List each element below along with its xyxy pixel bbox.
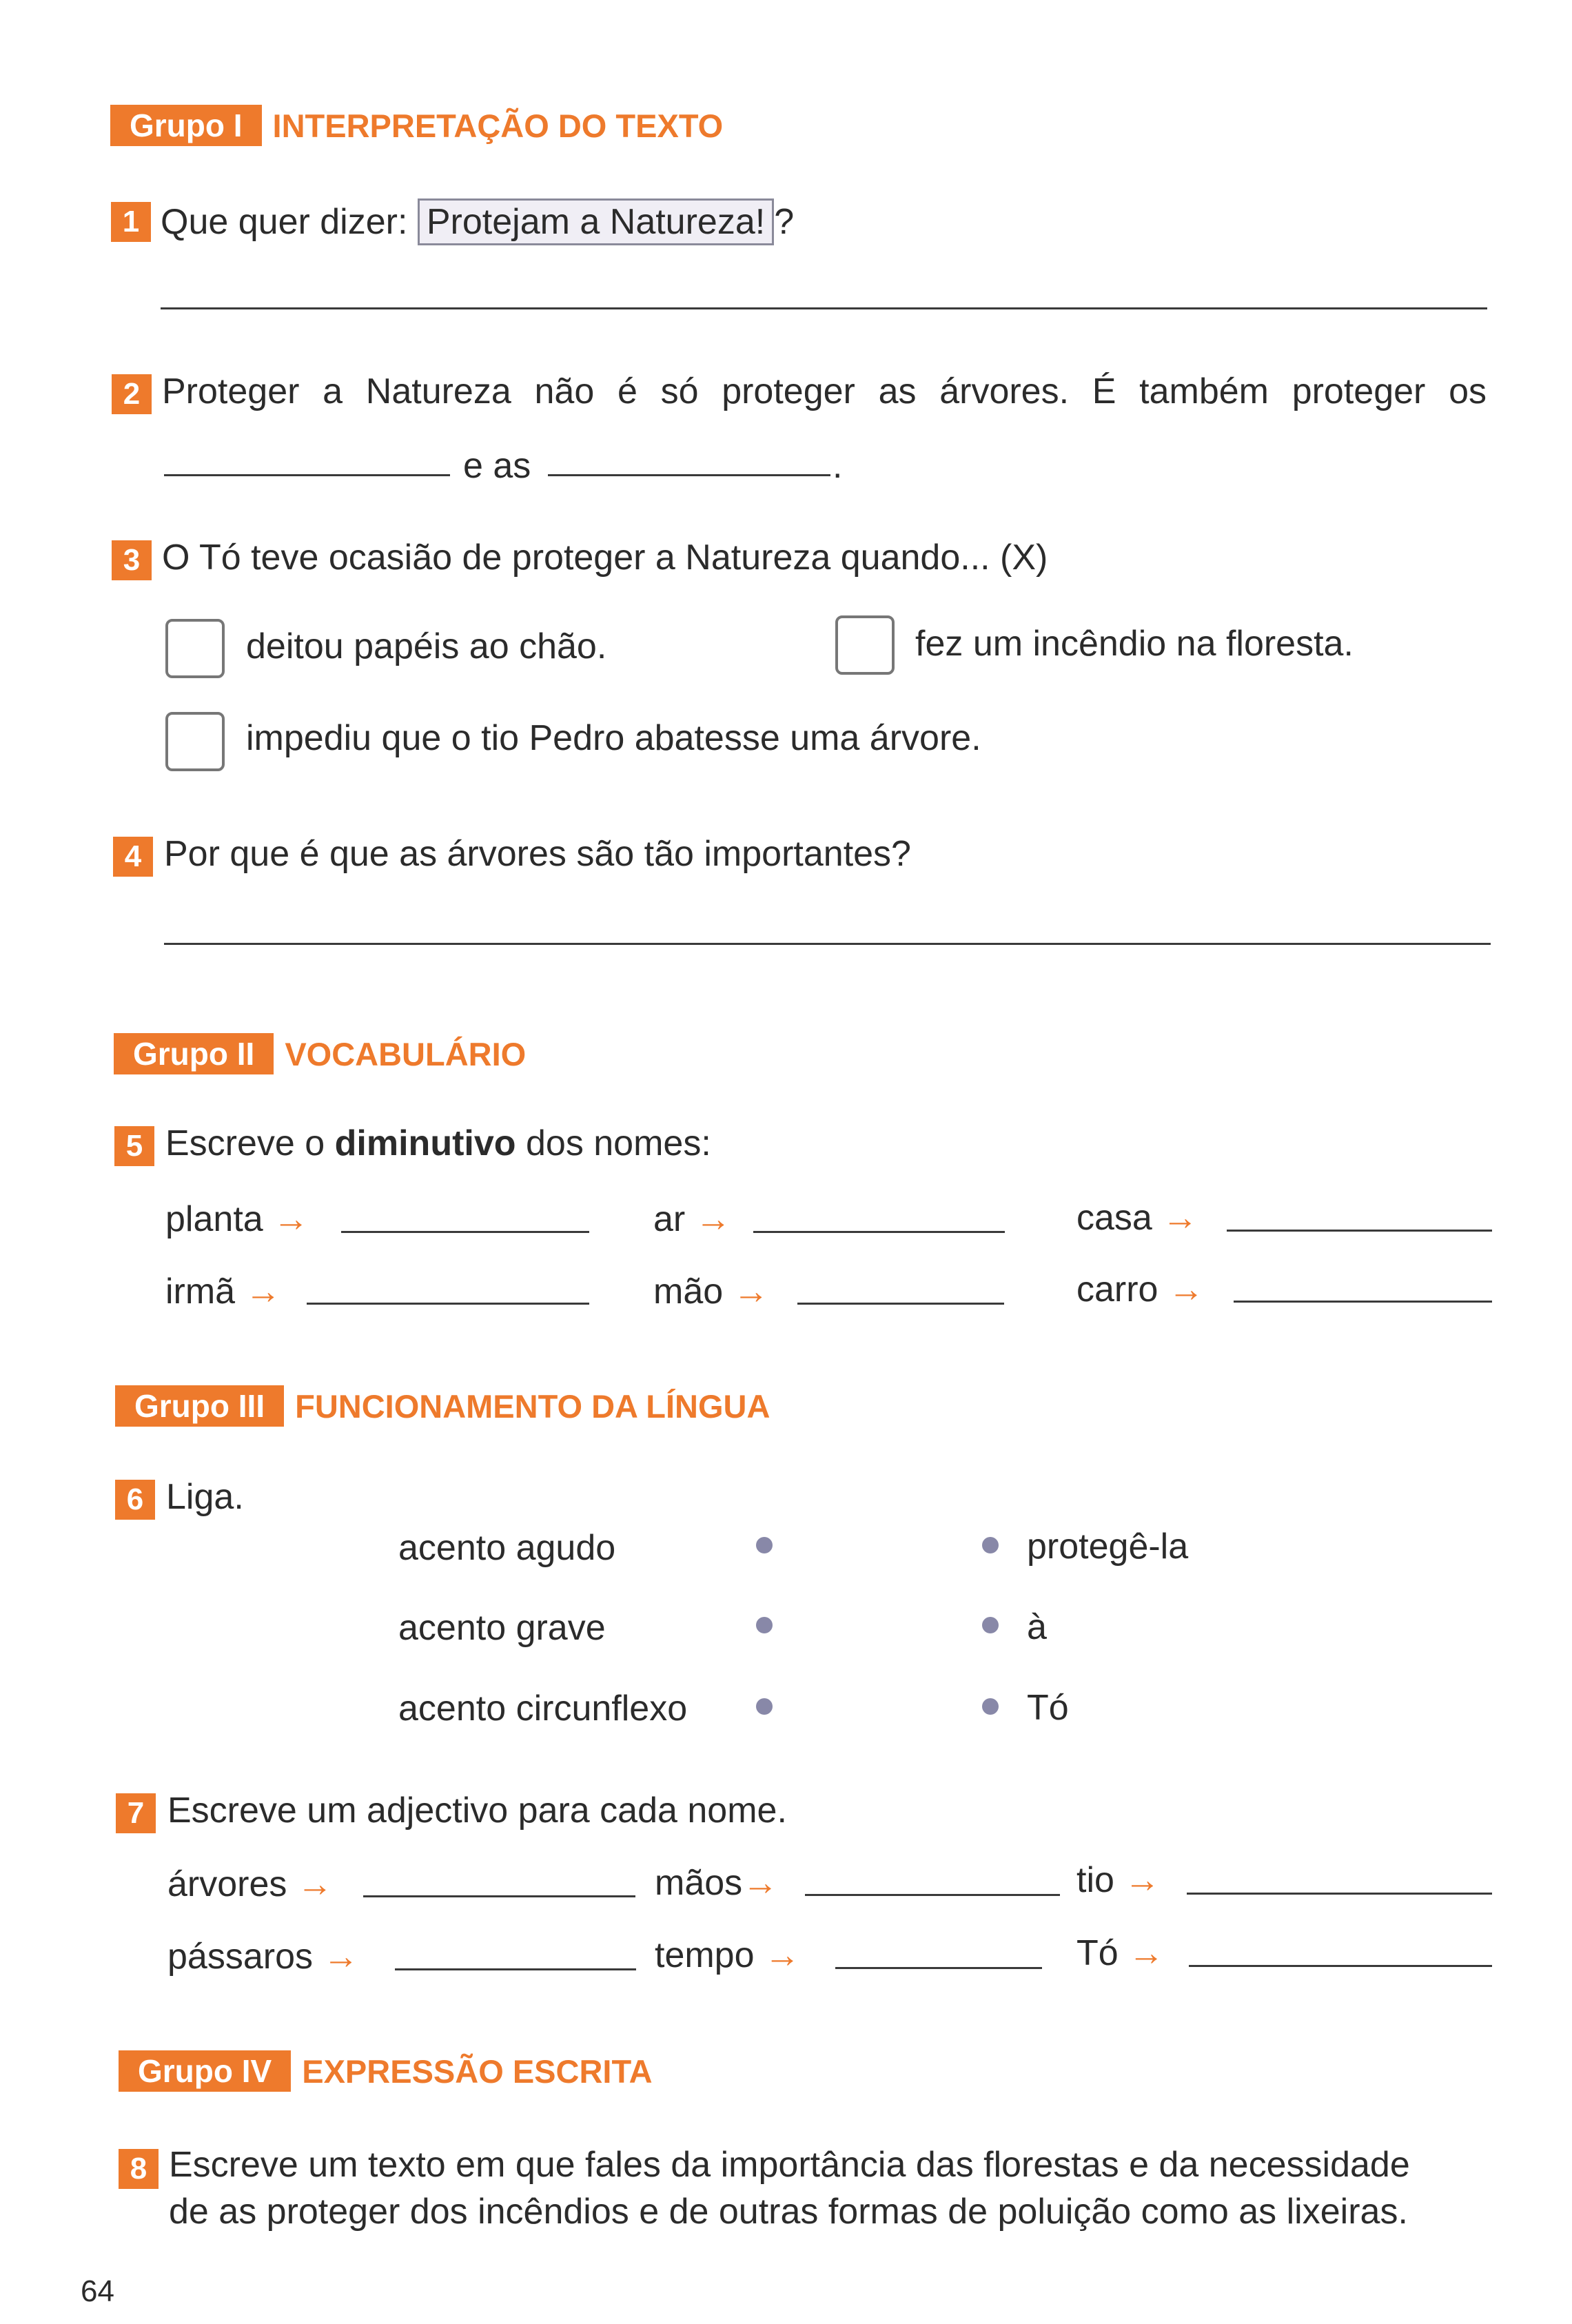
question-6-text: Liga.: [166, 1477, 244, 1517]
group-2-title: VOCABULÁRIO: [285, 1035, 527, 1072]
q5-word-irma: [165, 1270, 281, 1313]
q5-word-carro: [1076, 1268, 1204, 1311]
question-8-line-1: Escreve um texto em que fales da importância das florestas e da necessidade: [169, 2145, 1410, 2185]
q7-word-label: mãos: [655, 1863, 743, 1903]
question-2-connector: e as: [463, 446, 531, 486]
q6-left-item: acento agudo: [398, 1528, 616, 1568]
q5-answer-planta[interactable]: [341, 1231, 589, 1233]
group-1-tag: Grupo I: [110, 105, 262, 146]
question-3-number: 3: [112, 540, 152, 580]
q7-answer-to[interactable]: [1189, 1965, 1492, 1967]
q5-word-planta: [165, 1198, 309, 1241]
question-5-bold-word: diminutivo: [334, 1123, 516, 1163]
question-1-text: [161, 198, 794, 245]
q7-answer-passaros[interactable]: [395, 1968, 636, 1970]
question-7-number: 7: [116, 1793, 156, 1833]
question-4-text: Por que é que as árvores são tão importantes?: [164, 834, 911, 874]
q6-right-item: Tó: [1027, 1688, 1069, 1728]
q7-answer-tempo[interactable]: [835, 1967, 1042, 1969]
q7-word-to: [1076, 1932, 1164, 1975]
q5-answer-casa[interactable]: [1227, 1230, 1492, 1232]
q5-word-label: ar: [653, 1199, 686, 1239]
question-8-line-2: de as proteger dos incêndios e de outras formas de poluição como as lixeiras.: [169, 2192, 1408, 2232]
group-4-header: [119, 2050, 653, 2092]
q5-answer-mao[interactable]: [797, 1303, 1004, 1305]
question-3-text: O Tó teve ocasião de proteger a Natureza quando... (X): [162, 538, 1048, 578]
arrow-icon: →: [695, 1199, 731, 1239]
q7-word-tempo: [655, 1934, 800, 1977]
question-3-option-2: fez um incêndio na floresta.: [915, 624, 1354, 664]
question-6-number: 6: [115, 1480, 155, 1520]
q6-left-dot[interactable]: [756, 1698, 773, 1715]
arrow-icon: →: [1162, 1198, 1198, 1238]
q6-right-dot[interactable]: [982, 1537, 999, 1553]
arrow-icon: →: [742, 1863, 779, 1903]
question-5-text: [165, 1122, 711, 1165]
group-2-tag: Grupo II: [114, 1033, 274, 1074]
q6-left-item: acento grave: [398, 1608, 606, 1648]
q7-answer-tio[interactable]: [1187, 1893, 1492, 1895]
question-2-answer-line-1[interactable]: [164, 474, 450, 476]
q5-word-casa: [1076, 1196, 1198, 1239]
page-number: 64: [81, 2274, 114, 2308]
q7-word-label: tio: [1076, 1860, 1114, 1900]
question-4-number: 4: [113, 837, 153, 877]
question-8-number: 8: [119, 2149, 159, 2189]
q5-word-mao: [653, 1270, 769, 1313]
question-3-option-1: deitou papéis ao chão.: [246, 626, 607, 666]
question-3-option-3: impediu que o tio Pedro abatesse uma árvore.: [246, 718, 981, 758]
group-4-title: EXPRESSÃO ESCRITA: [302, 2052, 653, 2090]
arrow-icon: →: [733, 1272, 769, 1312]
q5-word-label: casa: [1076, 1198, 1152, 1238]
group-3-tag: Grupo III: [115, 1385, 284, 1427]
question-1-number: 1: [111, 202, 151, 242]
question-3-checkbox-2[interactable]: [835, 615, 895, 675]
q6-right-item: à: [1027, 1607, 1047, 1647]
q7-word-passaros: [167, 1935, 358, 1978]
q5-word-label: irmã: [165, 1272, 236, 1312]
q7-word-label: tempo: [655, 1935, 755, 1975]
q6-right-dot[interactable]: [982, 1617, 999, 1633]
q5-answer-irma[interactable]: [307, 1303, 589, 1305]
question-2-answer-line-2[interactable]: [548, 474, 830, 476]
group-2-header: [114, 1033, 526, 1074]
arrow-icon: →: [1167, 1270, 1204, 1309]
question-2-text: Proteger a Natureza não é só proteger as árvores. É também proteger os: [162, 371, 1487, 411]
group-4-tag: Grupo IV: [119, 2050, 291, 2092]
group-1-title: INTERPRETAÇÃO DO TEXTO: [272, 107, 724, 144]
q7-answer-arvores[interactable]: [363, 1895, 635, 1897]
q5-word-label: planta: [165, 1199, 263, 1239]
arrow-icon: →: [1124, 1860, 1161, 1900]
arrow-icon: →: [1128, 1933, 1165, 1973]
q6-left-item: acento circunflexo: [398, 1689, 688, 1729]
q5-word-label: mão: [653, 1272, 724, 1312]
q6-right-dot[interactable]: [982, 1698, 999, 1715]
q6-left-dot[interactable]: [756, 1617, 773, 1633]
arrow-icon: →: [296, 1864, 333, 1904]
question-3-checkbox-3[interactable]: [165, 712, 225, 771]
arrow-icon: →: [273, 1199, 309, 1239]
q7-word-label: Tó: [1076, 1933, 1119, 1973]
question-1-prefix: Que quer dizer:: [161, 202, 408, 242]
q6-right-item: protegê-la: [1027, 1527, 1189, 1567]
group-1-header: [110, 105, 723, 146]
q7-word-label: pássaros: [167, 1937, 313, 1977]
question-2-period: .: [833, 446, 843, 486]
question-1-suffix: ?: [774, 202, 795, 242]
question-5-suffix: dos nomes:: [516, 1123, 711, 1163]
arrow-icon: →: [764, 1935, 800, 1975]
question-2-number: 2: [112, 374, 152, 414]
question-3-checkbox-1[interactable]: [165, 619, 225, 678]
question-1-answer-line[interactable]: [161, 307, 1487, 309]
arrow-icon: →: [245, 1272, 281, 1312]
q7-word-maos: [655, 1862, 778, 1904]
group-3-header: [115, 1385, 770, 1427]
question-7-text: Escreve um adjectivo para cada nome.: [167, 1791, 787, 1831]
q6-left-dot[interactable]: [756, 1537, 773, 1553]
q5-word-ar: [653, 1198, 731, 1241]
arrow-icon: →: [323, 1937, 359, 1977]
q5-word-label: carro: [1076, 1270, 1158, 1309]
question-5-number: 5: [114, 1126, 154, 1166]
group-3-title: FUNCIONAMENTO DA LÍNGUA: [295, 1387, 770, 1425]
q7-word-label: árvores: [167, 1864, 287, 1904]
q5-answer-carro[interactable]: [1234, 1301, 1492, 1303]
q7-word-tio: [1076, 1859, 1160, 1902]
q5-answer-ar[interactable]: [753, 1231, 1005, 1233]
q7-word-arvores: [167, 1863, 333, 1906]
question-1-quote-box: Protejam a Natureza!: [418, 198, 774, 245]
question-4-answer-line[interactable]: [164, 943, 1491, 945]
q7-answer-maos[interactable]: [805, 1894, 1060, 1896]
question-5-prefix: Escreve o: [165, 1123, 335, 1163]
